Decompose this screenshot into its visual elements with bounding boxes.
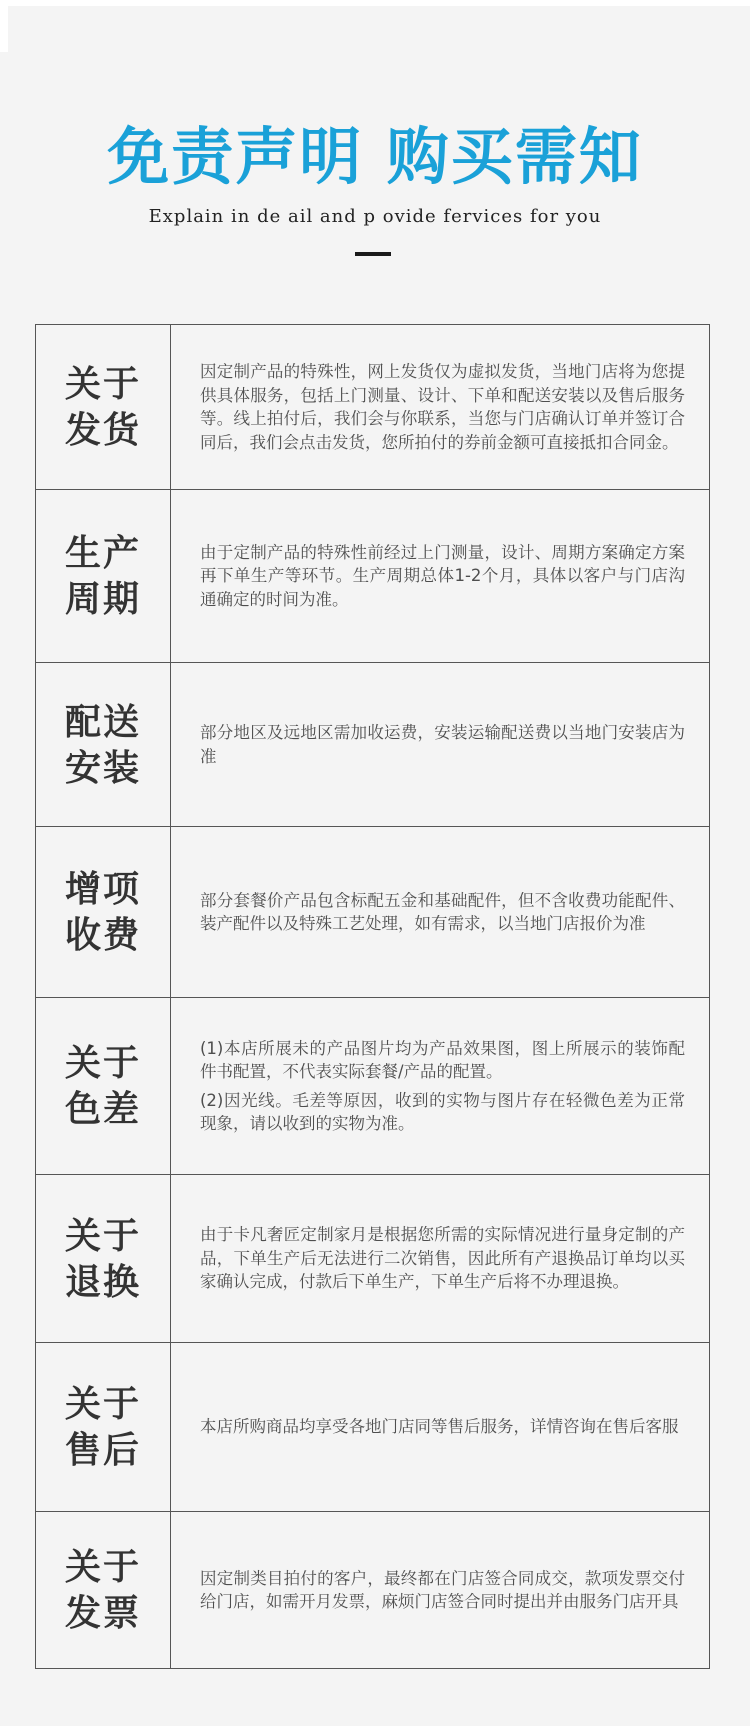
section-heading-cell [36,325,171,489]
section-text: 部分套餐价产品包含标配五金和基础配件，但不含收费功能配件、装产配件以及特殊工艺处理，如有需求，以当地门店报价为准 [200,890,685,933]
section-heading-cell [36,1343,171,1511]
section-body [171,998,709,1174]
section-text: 由于定制产品的特殊性前经过上门测量，设计、周期方案确定方案再下单生产等环节。生产周期总体1-2个月，具体以客户与门店沟通确定的时间为准。 [200,542,685,609]
section-color-difference [36,997,709,1174]
section-text: 本店所购商品均享受各地门店同等售后服务，详情咨询在售后客服 [200,1417,679,1436]
section-text: 部分地区及远地区需加收运费，安装运输配送费以当地门安装店为准 [200,723,685,766]
page-subtitle: Explain in de ail and p ovide fervices for you [148,206,602,227]
top-corner [0,0,8,52]
section-body [171,827,709,997]
top-strip [0,0,750,6]
section-heading-cell [36,998,171,1174]
section-text: (1)本店所展未的产品图片均为产品效果图，图上所展示的装饰配件书配置，不代表实际套餐/产品的配置。 [200,1038,685,1081]
section-heading-cell [36,663,171,826]
section-body [171,1175,709,1342]
section-heading-cell [36,1175,171,1342]
section-delivery-installation [36,662,709,826]
section-heading: 生产周期 [64,532,141,620]
section-body [171,1343,709,1511]
section-extra-charges [36,826,709,997]
title-divider [355,252,391,256]
section-invoice [36,1511,709,1668]
page-title: 免责声明 购买需知 [107,120,643,193]
section-body [171,663,709,826]
section-heading: 配送安装 [64,700,141,789]
section-text: 因定制类目拍付的客户，最终都在门店签合同成交，款项发票交付给门店，如需开月发票，麻烦门店签合同时提出并由服务门店开具 [200,1568,685,1611]
notice-table [35,324,710,1669]
section-heading: 关于退换 [64,1214,141,1303]
section-heading: 增项收费 [64,868,141,956]
section-shipping [36,325,709,489]
section-text: 由于卡凡奢匠定制家月是根据您所需的实际情况进行量身定制的产品，下单生产后无法进行二次销售，因此所有产退换品订单均以买家确认完成，付款后下单生产，下单生产后将不办理退换。 [200,1225,685,1292]
section-returns [36,1174,709,1342]
section-heading: 关于发票 [64,1546,141,1634]
section-body [171,490,709,662]
section-after-sales [36,1342,709,1511]
section-heading-cell [36,490,171,662]
section-body [171,325,709,489]
section-text: 因定制产品的特殊性，网上发货仅为虚拟发货，当地门店将为您提供具体服务，包括上门测量、设计、下单和配送安装以及售后服务等。线上拍付后，我们会与你联系，当您与门店确认订单并签订合同后，我们会点击发货，您所拍付的券前金额可直接抵扣合同金。 [200,362,685,452]
section-text: (2)因光线。毛差等原因，收到的实物与图片存在轻微色差为正常现象，请以收到的实物为准。 [200,1090,685,1133]
section-heading: 关于色差 [64,1042,141,1130]
section-production-cycle [36,489,709,662]
section-heading: 关于售后 [64,1383,141,1471]
section-body [171,1512,709,1668]
section-heading-cell [36,827,171,997]
section-heading: 关于发货 [64,363,141,451]
section-heading-cell [36,1512,171,1668]
